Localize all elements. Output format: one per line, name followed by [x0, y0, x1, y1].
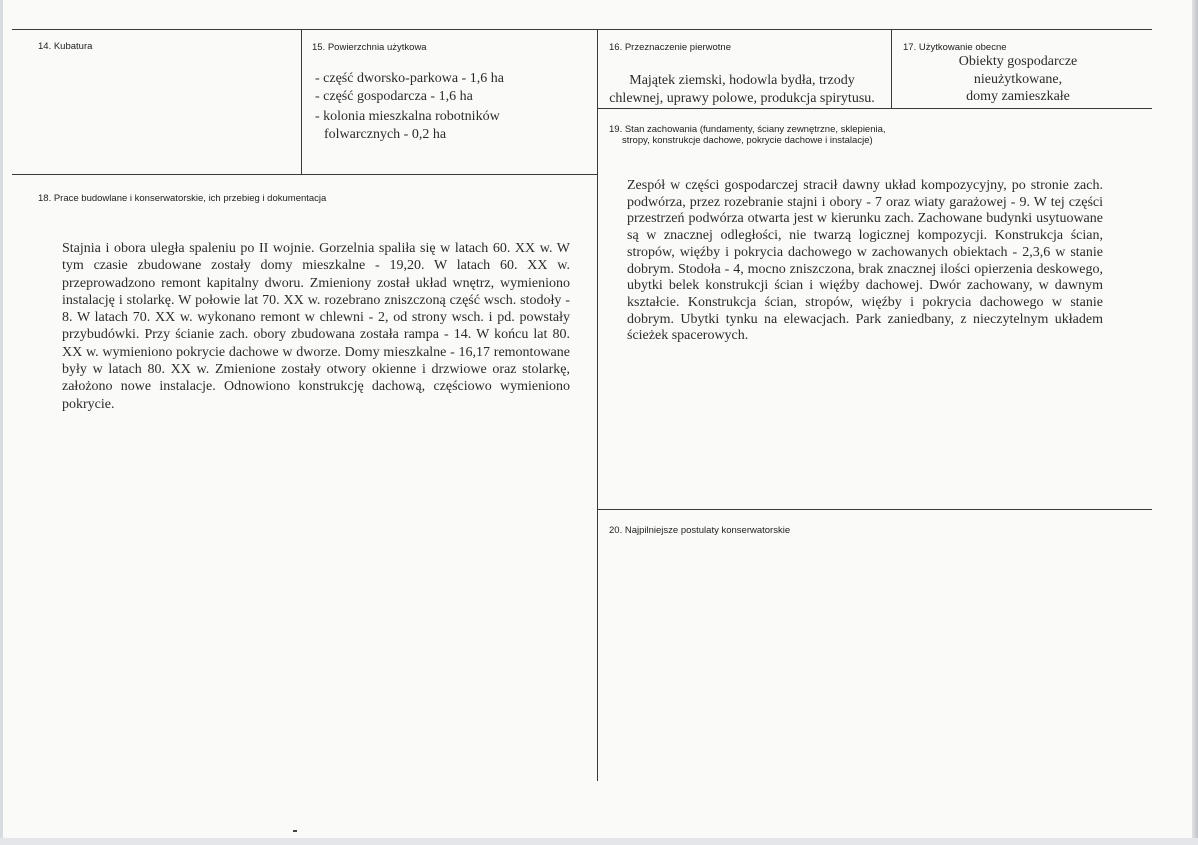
area-item: - część dworsko-parkowa - 1,6 ha — [315, 71, 504, 86]
field-16-label: 16. Przeznaczenie pierwotne — [609, 42, 731, 53]
field-19-label — [609, 124, 886, 146]
field-17-value — [893, 53, 1143, 106]
purpose-line: Majątek ziemski, hodowla bydła, trzody — [629, 73, 855, 88]
usage-line: Obiekty gospodarcze — [958, 54, 1078, 69]
field-15-label: 15. Powierzchnia użytkowa — [312, 42, 427, 53]
scan-bottom-edge — [0, 838, 1198, 845]
scan-speck — [293, 830, 297, 832]
field-18-value: Stajnia i obora uległa spaleniu po II wojnie. Gorzelnia spaliła się w latach 60. XX w. W tym czasie zbudowane zostały domy mieszkalne - 19,20. W latach 60. XX w. przeprowadzono remont kapitalny dworu. Zmieniony został układ wnętrz, wymieniono instalację i stolarkę. W połowie lat 70. XX w. rozebrano zniszczoną część wsch. stodoły - 8. W latach 70. XX w. wykonano remont w chlewni - 2, od strony wsch. i pd. powstały przybudówki. Przy ścianie zach. obory zbudowana została rampa - 14. W końcu lat 80. XX w. wymieniono pokrycie dachowe w dworze. Domy mieszkalne - 16,17 remontowane były w latach 80. XX w. Zmienione zostały otwory okienne i drzwiowe oraz stolarkę, założono nowe instalacje. Odnowiono konstrukcję dachową, częściowo wymieniono pokrycie. — [62, 241, 570, 412]
scan-left-edge — [0, 0, 3, 845]
usage-line: nieużytkowane, — [973, 71, 1063, 87]
field-14-label: 14. Kubatura — [38, 41, 93, 52]
purpose-line: chlewnej, uprawy polowe, produkcja spirytusu. — [609, 90, 875, 106]
scan-right-edge — [1192, 0, 1198, 845]
divider-14-15 — [301, 29, 302, 174]
field-17-label: 17. Użytkowanie obecne — [903, 42, 1007, 53]
field-15-value — [315, 70, 585, 143]
area-item: folwarcznych - 0,2 ha — [324, 126, 447, 142]
top-rule — [12, 29, 1152, 30]
area-item: - kolonia mieszkalna robotników — [315, 109, 500, 124]
field-20-label: 20. Najpilniejsze postulaty konserwatorskie — [609, 525, 791, 536]
field-18-label: 18. Prace budowlane i konserwatorskie, ich przebieg i dokumentacja — [38, 193, 327, 204]
area-item: - część gospodarcza - 1,6 ha — [315, 88, 473, 104]
divider-15-16 — [597, 29, 598, 781]
field-19-value: Zespół w części gospodarczej stracił dawny układ kompozycyjny, po stronie zach. podwórza, przez rozebranie stajni i obory - 7 oraz wiaty garażowej - 9. W tej części przestrzeń podwórza otwarta jest w kierunku zach. Zachowane budynki usytuowane są w znacznej odległości, nie twarzą logicznej kompozycji. Konstrukcja ścian, stropów, więźby i pokrycia dachowego w zachowanych obiektach - 2,3,6 w stanie dobrym. Stodoła - 4, mocno zniszczona, brak znacznej ilości opierzenia deskowego, ubytki belek konstrukcji ścian i więźby dachowej. Dwór zachowany, w dawnym kształcie. Konstrukcja ścian, stropów, więźby i pokrycia dachowego w stanie dobrym. Ubytki tynku na elewacjach. Park zaniedbany, z nieczytelnym układem ścieżek spacerowych. — [627, 178, 1103, 344]
field-19-label-line2: stropy, konstrukcje dachowe, pokrycie dachowe i instalacje) — [622, 135, 873, 146]
rule-row1-18 — [12, 174, 598, 175]
field-16-value — [592, 72, 892, 107]
rule-16-19 — [597, 108, 1152, 109]
usage-line: domy zamieszkałe — [966, 89, 1070, 104]
field-19-label-line1: 19. Stan zachowania (fundamenty, ściany zewnętrzne, sklepienia, — [609, 124, 886, 135]
rule-19-20 — [597, 509, 1152, 510]
